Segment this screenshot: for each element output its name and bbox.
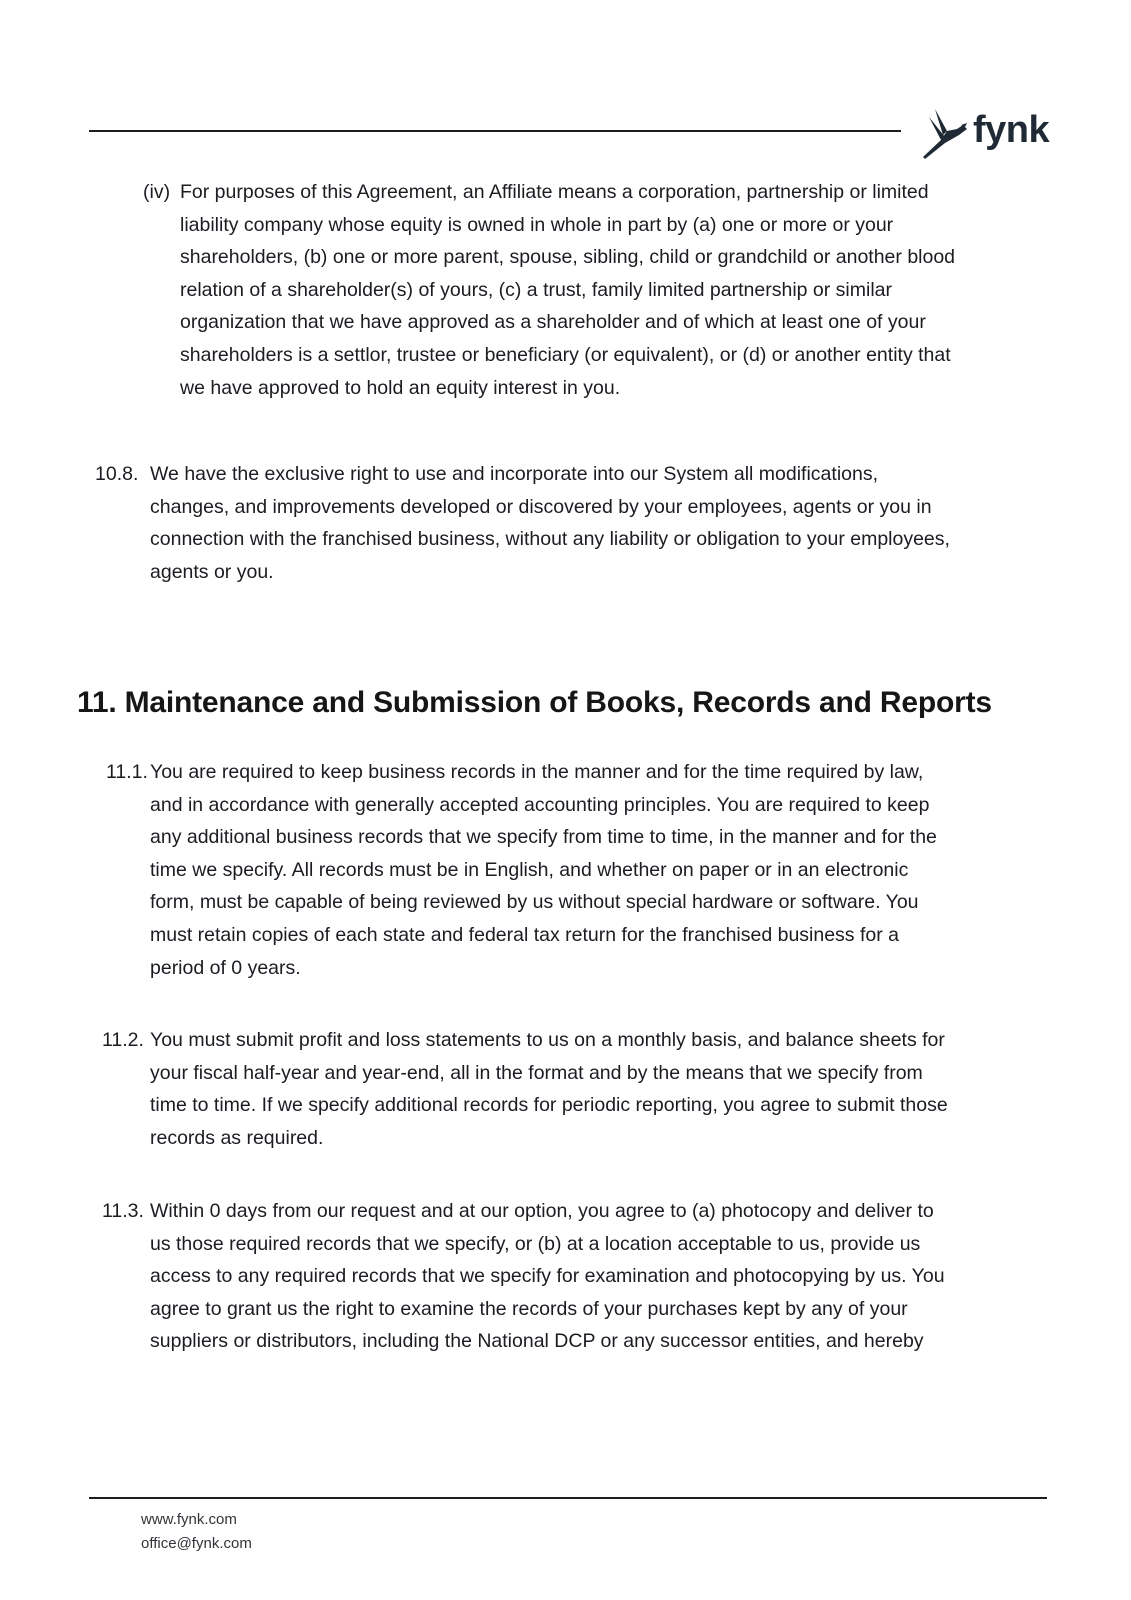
text-line: You are required to keep business records in the manner and for the time required by law, bbox=[150, 761, 924, 783]
bird-logo-icon bbox=[921, 107, 971, 161]
clause-number: (iv) bbox=[143, 181, 171, 203]
clause-number: 10.8. bbox=[95, 463, 139, 485]
footer-website: www.fynk.com bbox=[141, 1511, 237, 1528]
text-line: and in accordance with generally accepted accounting principles. You are required to keep bbox=[150, 793, 930, 816]
text-line: Within 0 days from our request and at our option, you agree to (a) photocopy and deliver to bbox=[150, 1200, 934, 1222]
section-heading: 11. Maintenance and Submission of Books, Records and Reports bbox=[77, 686, 992, 719]
clause-text bbox=[150, 1024, 948, 1154]
text-line: shareholders is a settlor, trustee or beneficiary (or equivalent), or (d) or another entity that bbox=[180, 343, 951, 366]
text-line: any additional business records that we specify from time to time, in the manner and for the bbox=[150, 826, 937, 849]
text-line: liability company whose equity is owned in whole in part by (a) one or more or your bbox=[180, 213, 894, 236]
footer-email: office@fynk.com bbox=[141, 1535, 252, 1552]
text-line: form, must be capable of being reviewed by us without special hardware or software. You bbox=[150, 891, 919, 914]
text-line: time we specify. All records must be in English, and whether on paper or in an electronic bbox=[150, 858, 909, 881]
header-divider bbox=[89, 130, 901, 132]
logo-wordmark: fynk bbox=[973, 109, 1050, 151]
footer-divider bbox=[89, 1497, 1047, 1499]
clause-number: 11.3. bbox=[102, 1200, 144, 1222]
text-line: we have approved to hold an equity interest in you. bbox=[180, 376, 621, 399]
clause-text bbox=[180, 176, 955, 404]
text-line: your fiscal half-year and year-end, all in the format and by the means that we specify from bbox=[150, 1061, 923, 1084]
text-line: We have the exclusive right to use and incorporate into our System all modifications, bbox=[150, 463, 879, 485]
text-line: agents or you. bbox=[150, 560, 274, 583]
text-line: For purposes of this Agreement, an Affiliate means a corporation, partnership or limited bbox=[180, 181, 929, 203]
clause-text bbox=[150, 1195, 945, 1358]
text-line: us those required records that we specify, or (b) at a location acceptable to us, provide us bbox=[150, 1232, 921, 1255]
text-line: relation of a shareholder(s) of yours, (c) a trust, family limited partnership or similar bbox=[180, 278, 892, 301]
text-line: access to any required records that we specify for examination and photocopying by us. You bbox=[150, 1265, 945, 1288]
clause-number: 11.1. bbox=[106, 761, 148, 783]
text-line: organization that we have approved as a shareholder and of which at least one of your bbox=[180, 311, 926, 334]
text-line: connection with the franchised business, without any liability or obligation to your employees, bbox=[150, 528, 950, 551]
text-line: shareholders, (b) one or more parent, spouse, sibling, child or grandchild or another blood bbox=[180, 246, 956, 269]
text-line: records as required. bbox=[150, 1126, 324, 1149]
clause-number: 11.2. bbox=[102, 1029, 144, 1051]
text-line: must retain copies of each state and federal tax return for the franchised business for a bbox=[150, 923, 899, 946]
footer-contact bbox=[141, 1508, 252, 1556]
text-line: changes, and improvements developed or discovered by your employees, agents or you in bbox=[150, 495, 932, 518]
text-line: time to time. If we specify additional records for periodic reporting, you agree to submit those bbox=[150, 1094, 948, 1117]
text-line: agree to grant us the right to examine the records of your purchases kept by any of your bbox=[150, 1297, 908, 1320]
text-line: suppliers or distributors, including the National DCP or any successor entities, and hereby bbox=[150, 1330, 924, 1353]
fynk-logo bbox=[921, 106, 1049, 162]
clause-text bbox=[150, 458, 950, 588]
text-line: You must submit profit and loss statements to us on a monthly basis, and balance sheets for bbox=[150, 1029, 945, 1051]
text-line: period of 0 years. bbox=[150, 956, 301, 979]
clause-text bbox=[150, 756, 937, 984]
